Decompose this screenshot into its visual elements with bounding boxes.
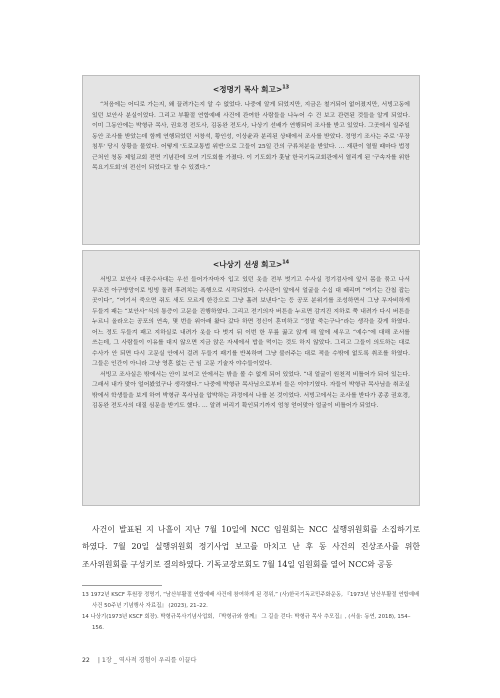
body-paragraph: 사건이 발표된 지 나흘이 지난 7월 10일에 NCC 임원회는 NCC 실행위원회를 소집하기로 하였다. 7월 20일 실행위원회 정기사업 보고를 마치고 난 후 동 사건의 진상조사를 위한 조사위원회를 구성키로 결의하였다. 기독교장로회도 7월 14일 임원회를 열어 NCC와 공동 bbox=[82, 525, 420, 569]
quote-box-title bbox=[92, 84, 410, 95]
page-number: 22 bbox=[82, 657, 90, 664]
footnote-ref: 13 bbox=[282, 84, 290, 91]
quote-box-title-text: <나상기 선생 회고> bbox=[212, 260, 283, 269]
quote-paragraph: 서빙고 보안사 대공수사대는 우선 들어가자마자 입고 있던 옷을 전부 벗기고 수사실 정기검사에 앞서 몸을 묶고 나서 무조건 아구방망이로 빙빙 돌려 후려치는 폭행으로 시작되었다. 수사관이 앞에서 얼굴을 수십 대 때리며 “여기는 간첩 잡는 곳이다”, “여기서 죽으면 쥐도 새도 모르게 한강으로 그냥 흘려 보낸다”는 등 공포 분위기를 조성하면서 그냥 무자비하게 두들겨 패는 “보안사”식의 통증이 고문을 진행하였다. 그리고 전기의자 버튼을 누르면 감겨진 지하로 쭉 내려가 다시 버튼을 누르니 올라오는 공포의 연속, 몇 번을 위아래 왔다 갔다 하면 정신이 혼미하고 “정말 죽는구나”라는 생각을 갖게 하였다. 어느 정도 두들겨 패고 지하실로 내려가 옷을 다 벗겨 뒤 이번 한 무릎 꿇고 앉게 해 앞에 세우고 “예수”에 대해 조서를 쓰는데, 그 사람들이 이유를 대지 않으면 지금 앉은 자세에서 밥을 먹이는 것도 하지 않았다. 그리고 그들이 의도하는 대로 수사가 안 되면 다시 고문실 안에서 걸려 두들겨 패기를 반복하며 그냥 불러주는 대로 적을 수밖에 없도록 취조를 하였다. 그들은 인간이 아니라 그냥 영혼 없는 근 임 고문 기술자 야수들이었다. bbox=[92, 277, 410, 367]
quote-box-na-sanggi bbox=[82, 250, 420, 506]
footer-separator: | bbox=[97, 657, 100, 664]
footnote-divider bbox=[82, 585, 162, 586]
quote-box-title bbox=[92, 259, 410, 270]
footnotes bbox=[82, 590, 420, 634]
page-footer bbox=[82, 655, 196, 664]
footnote-13: 13 1972년 KSCF 후원장 정명기, “남산부활절 연합예배 사건에 참여하게 된 경위,” (사)한국기독교민주화운동, 『1973년 남산부활절 연합예배 사건 50주년 기념행사 자료집』 (2023), 21–22. bbox=[82, 592, 420, 609]
footnote-ref: 14 bbox=[282, 259, 290, 266]
quote-box-title-text: <정명기 목사 회고> bbox=[212, 85, 283, 94]
quote-paragraph: 서빙고 조사실은 밖에서는 안이 보이고 안에서는 밖을 볼 수 없게 되어 있었다. “내 얼굴이 원천적 비틀어가 되어 있는다. 그래서 내가 맞아 얼어봤었구나 생각했다.” 나중에 박형규 목사님으로부터 들은 이야기였다. 자들이 박형규 목사님을 취조실 밖에서 학생들을 보게 하여 박형규 목사님을 압박하는 과정에서 나를 본 것이었다. 서빙고에서는 조사를 받다가 종종 권호경, 김동완 전도사의 대질 심문을 받기도 했다. … 알려 버리기 확인되기까지 엄청 얻어맞아 얼굴이 비틀어가 되었다. bbox=[92, 371, 410, 409]
footnote-14: 14 나상기(1973년 KSCF 회장). 박형규목사기념사업회, 『박형규와 함께』 그 길을 걷다: 박형규 목사 추모집』, (서울: 동연, 2018), 154–156. bbox=[82, 614, 411, 631]
chapter-title: 1장 _ 역사적 경험이 우리를 이끌다 bbox=[101, 657, 197, 664]
quote-paragraph: “처음에는 어디로 가는지, 왜 끌려가는지 알 수 없었다. 나중에 알게 되었지만, 지금은 철거되어 없어졌지만, 서빙고동에 있던 보안사 분실이었다. 그리고 부활절 연합예배 사건에 관여한 사람들을 나누어 수 건 보고 관련된 것들을 알게 되었다. 이미 그동안에는 박형규 목사, 권호경 전도사, 김동완 전도사, 나상기 선배가 연행되어 조사를 받고 있었다. 그곳에서 일주일 동안 조사를 받았는데 함께 연행되었던 서창석, 황인성, 이상윤과 분리된 상태에서 조사를 받았다. 정명기 조사는 주로 '무장 침투' 당시 상황을 물었다. 어떻게 '도로교통법 위반'으로 그들이 25일 간의 구류처분을 받았다. … 재판이 열릴 때마다 법정 근처인 청동 제일교회 전면 기념관에 모여 기도회를 가졌다. 이 기도회가 훗날 한국기독교회관에서 열리게 된 '구속자를 위한 목요기도회'의 전신이 되었다고 할 수 있겠다.” bbox=[92, 102, 410, 171]
quote-box-jeong-myeonggi bbox=[82, 75, 420, 245]
